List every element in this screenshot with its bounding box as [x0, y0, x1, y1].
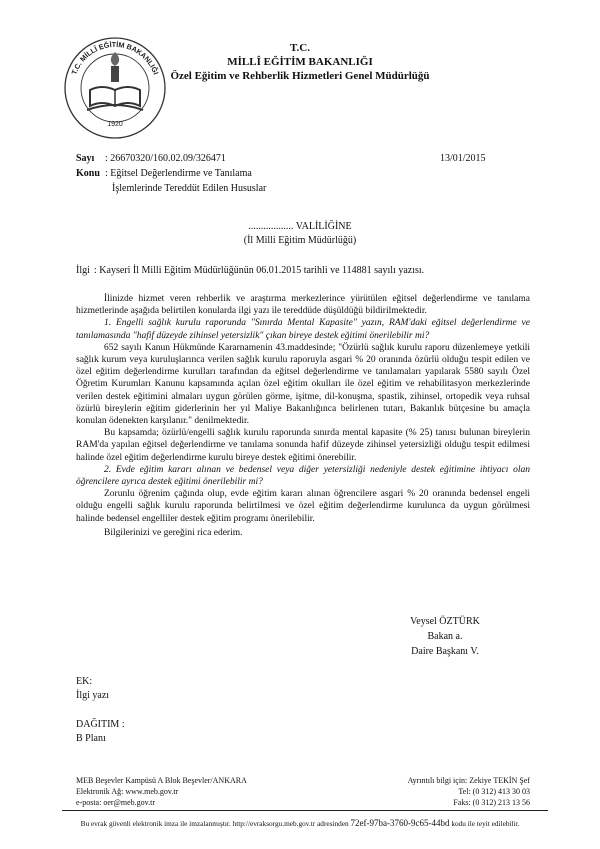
signature-name: Veysel ÖZTÜRK [410, 616, 480, 627]
addressee-line1: .................. VALİLİĞİNE [248, 221, 352, 232]
verification-prefix[interactable]: Bu evrak güvenli elektronik imza ile imzalanmıştır. http://evraksorgu.meb.gov.tr adresinden [80, 819, 349, 828]
footer-address: MEB Beşevler Kampüsü A Blok Beşevler/ANKARA [76, 776, 247, 785]
footer-contact: Ayrıntılı bilgi için: Zekiye TEKİN Şef [407, 776, 530, 785]
footer-fax: Faks: (0 312) 213 13 56 [453, 798, 530, 807]
body-paragraph-law: 652 sayılı Kanun Hükmünde Kararnamenin 43.maddesinde; "Özürlü sağlık kurulu raporu düzenlemeye yetkili sağlık kurum veya kuruluşlarınca verilen sağlık kurulu raporuyla asgari % 20 oranında özürlü olduğu tespit edilen ve özel eğitim değerlendirme kurulları tarafından da eğitsel değerlendirme ve tanılamaları yapılarak 5580 sayılı Özel Öğretim Kurumları Kanunu kapsamında açılan özel eğitim okulları ile özel eğitim ve rehabilitasyon merkezlerinde verilen destek eğitimini almaları uygun görülen görme, işitme, dil-konuşma, spastik, zihinsel, ortopedik veya ruhsal özürlü bireylerin eğitim giderlerinin her yıl Maliye Bakanlığınca belirlenen tutarı, Bakanlık bütçesine bu amaçla konulan ödenekten karşılanır." denilmektedir. [76, 342, 530, 427]
signature-title-2: Daire Başkanı V. [411, 646, 479, 657]
signature-title-1: Bakan a. [427, 631, 463, 642]
sayi-label: Sayı [76, 153, 95, 164]
addressee-line2: (İl Milli Eğitim Müdürlüğü) [243, 235, 357, 246]
footer-tel: Tel: (0 312) 413 30 03 [458, 787, 530, 796]
header-directorate: Özel Eğitim ve Rehberlik Hizmetleri Genel Müdürlüğü [170, 70, 430, 82]
konu-line2: İşlemlerinde Tereddüt Edilen Hususlar [112, 183, 267, 194]
verification-code: 72ef-97ba-3760-9c65-44bd [350, 818, 450, 828]
footer-divider [62, 810, 548, 811]
body-paragraph-home-education: Zorunlu öğrenim çağında olup, evde eğitim kararı alınan öğrencilere asgari % 20 oranında bedensel engeli olduğu engelli sağlık kurulu raporunda belirtilmesi ve özel eğitim değerlendirme kurulunca da uygun görülmesi halinde bedensel engelliler destek eğitim programı önerilebilir. [76, 489, 530, 524]
sayi-value: : 26670320/160.02.09/326471 [105, 153, 226, 164]
ek-item: İlgi yazı [76, 690, 110, 701]
ilgi-text: : Kayseri İl Milli Eğitim Müdürlüğünün 06.01.2015 tarihli ve 114881 sayılı yazısı. [94, 265, 425, 276]
body-question-1: 1. Engelli sağlık kurulu raporunda "Sınırda Mental Kapasite" yazın, RAM'daki eğitsel değerlendirme ve tanılamasında "hafif düzeyde zihinsel yetersizlik" çıkan bireye destek eğitimi önerilebilir mi? [76, 318, 530, 341]
dagitim-label: DAĞITIM : [76, 719, 125, 730]
document-date: 13/01/2015 [440, 153, 486, 164]
verification-suffix: kodu ile teyit edilebilir. [451, 819, 520, 828]
header-ministry: MİLLÎ EĞİTİM BAKANLIĞI [227, 56, 373, 68]
header-tc: T.C. [290, 42, 310, 54]
body-closing: Bilgilerinizi ve gereğini rica ederim. [104, 527, 243, 538]
body-paragraph-scope: Bu kapsamda; özürlü/engelli sağlık kurulu raporunda sınırda mental kapasite (% 25) tanısı bulunan bireylerin RAM'da yapılan eğitsel değerlendirme ve tanılama sonunda hafif düzeyde zihinsel yetersizliği olduğu tespit edilmesi halinde özel eğitim değerlendirme kurulu bireye destek eğitimi önerebilir. [76, 428, 530, 463]
dagitim-item: B Planı [76, 733, 106, 744]
verification-line [0, 818, 600, 828]
footer-web[interactable]: Elektronik Ağ: www.meb.gov.tr [76, 787, 179, 796]
body-paragraph-intro: İlinizde hizmet veren rehberlik ve araştırma merkezlerince yürütülen eğitsel değerlendirme ve tanılama hizmetlerinde aşağıda belirtilen konularda ilgi yazı ile tereddüde düşüldüğü bildirilmektedir. [76, 294, 530, 317]
ek-label: EK: [76, 676, 93, 687]
konu-line1: : Eğitsel Değerlendirme ve Tanılama [105, 168, 252, 179]
ilgi-label: İlgi [76, 265, 90, 276]
letter-body [76, 293, 530, 539]
konu-label: Konu [76, 168, 100, 179]
footer-email[interactable]: e-posta: oer@meb.gov.tr [76, 798, 156, 807]
logo-date-text: 1920 [107, 121, 123, 128]
body-question-2: 2. Evde eğitim kararı alınan ve bedensel veya diğer yetersizliği nedeniyle destek eğitimine ihtiyacı olan öğrencilere ayrıca destek eğitimi önerilebilir mi? [76, 464, 530, 488]
logo-arc-text: T.C. MİLLÎ EĞİTİM BAKANLIĞI [69, 39, 161, 76]
